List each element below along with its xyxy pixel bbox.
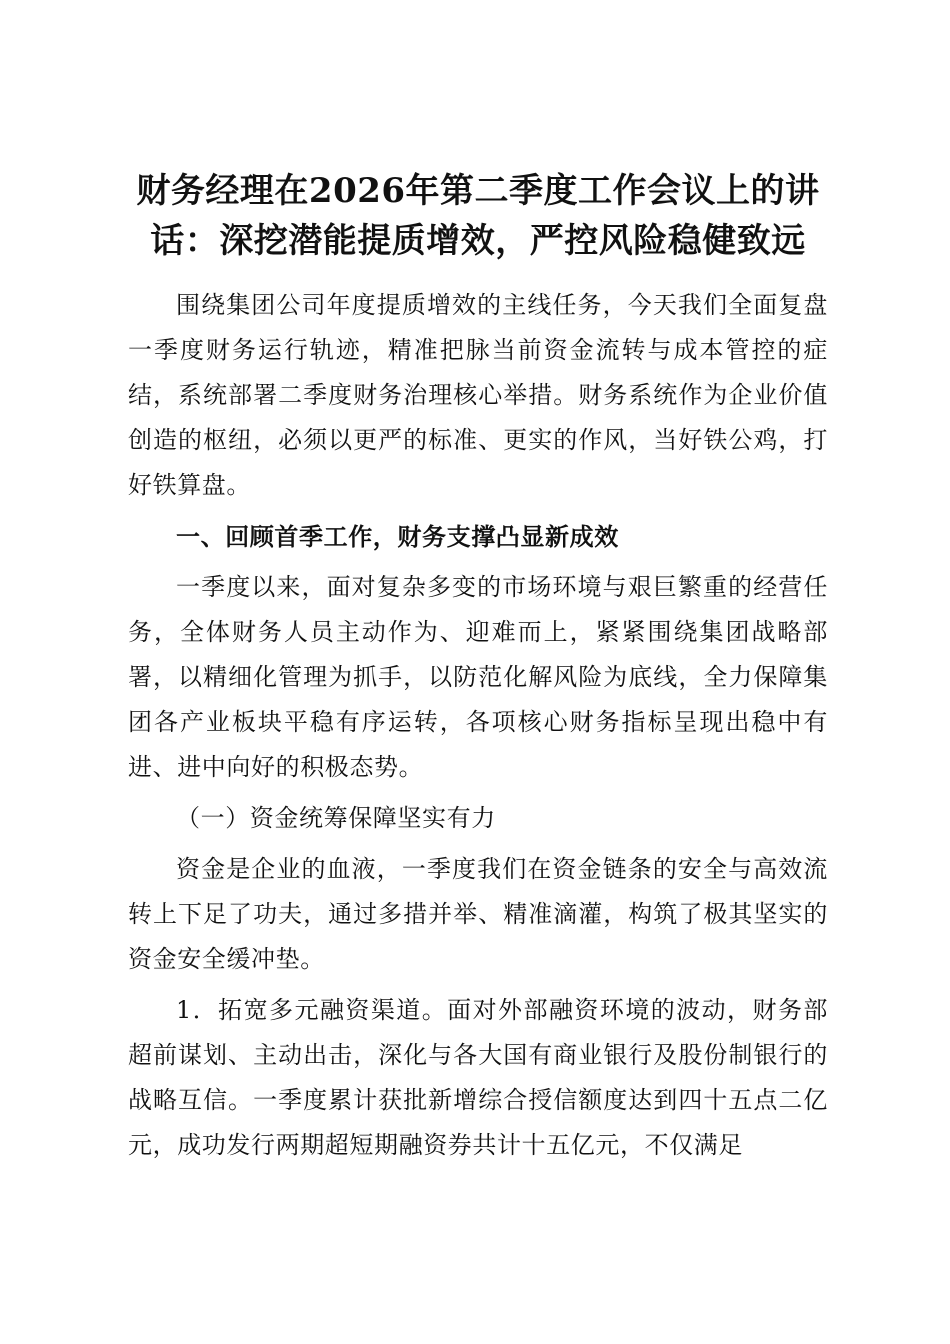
subsection-heading-1: （一）资金统筹保障坚实有力 [176, 804, 496, 832]
document-body [128, 283, 828, 1168]
section-heading-1: 一、回顾首季工作，财务支撑凸显新成效 [176, 522, 619, 551]
section-1-paragraph: 一季度以来，面对复杂多变的市场环境与艰巨繁重的经营任务，全体财务人员主动作为、迎难而上，紧紧围绕集团战略部署，以精细化管理为抓手，以防范化解风险为底线，全力保障集团各产业板块平稳有序运转，各项核心财务指标呈现出稳中有进、进中向好的积极态势。 [128, 573, 828, 781]
intro-paragraph: 围绕集团公司年度提质增效的主线任务，今天我们全面复盘一季度财务运行轨迹，精准把脉当前资金流转与成本管控的症结，系统部署二季度财务治理核心举措。财务系统作为企业价值创造的枢纽，必须以更严的标准、更实的作风，当好铁公鸡，打好铁算盘。 [128, 291, 828, 499]
item-1-paragraph: 1．拓宽多元融资渠道。面对外部融资环境的波动，财务部超前谋划、主动出击，深化与各大国有商业银行及股份制银行的战略互信。一季度累计获批新增综合授信额度达到四十五点二亿元，成功发行两期超短期融资券共计十五亿元，不仅满足 [128, 996, 828, 1159]
subsection-1-paragraph: 资金是企业的血液，一季度我们在资金链条的安全与高效流转上下足了功夫，通过多措并举、精准滴灌，构筑了极其坚实的资金安全缓冲垫。 [128, 855, 828, 973]
document-title: 财务经理在2026年第二季度工作会议上的讲话：深挖潜能提质增效，严控风险稳健致远 [136, 171, 820, 261]
